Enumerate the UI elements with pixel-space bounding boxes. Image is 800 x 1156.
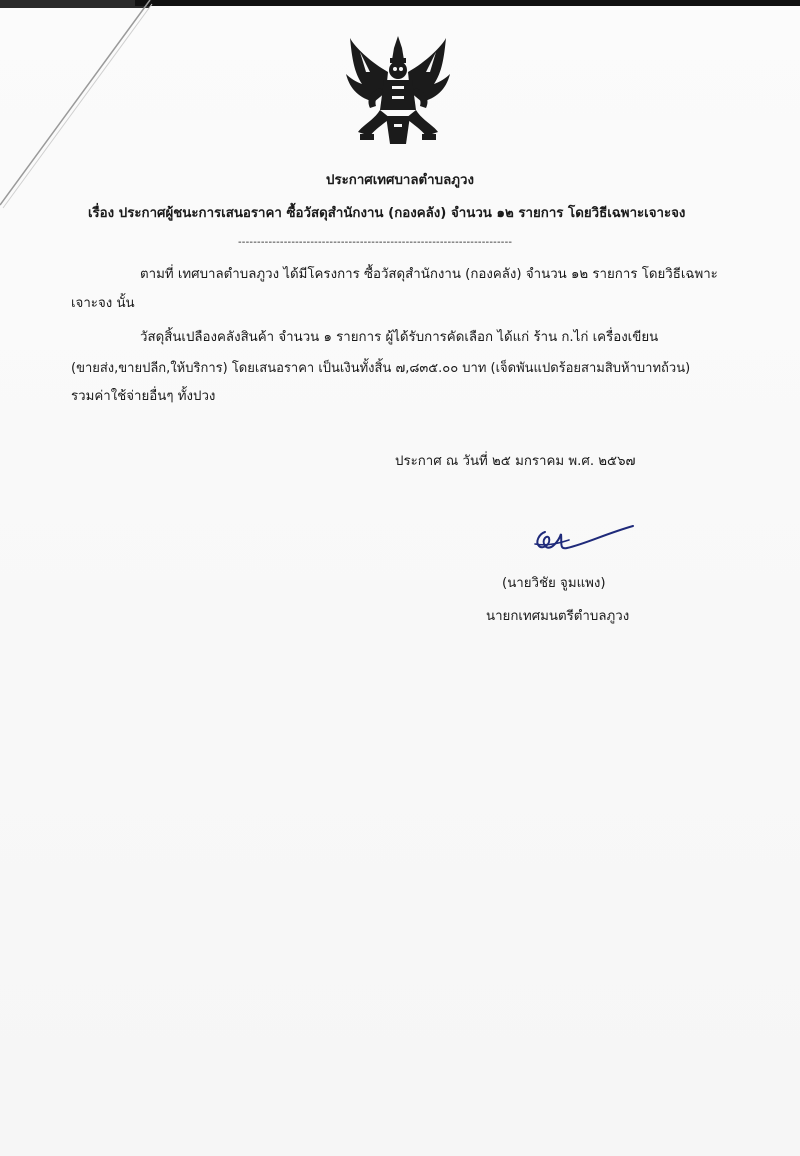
signatory-name: (นายวิชัย จูมแพง) <box>502 576 606 591</box>
announcement-date: ประกาศ ณ วันที่ ๒๕ มกราคม พ.ศ. ๒๕๖๗ <box>395 454 636 469</box>
signatory-position: นายกเทศมนตรีตำบลภูวง <box>486 609 630 624</box>
divider: ------------------------------------------------------------------------ <box>238 237 513 248</box>
paragraph-1-line-2: เจาะจง นั้น <box>71 296 135 311</box>
paragraph-1-line-1: ตามที่ เทศบาลตำบลภูวง ได้มีโครงการ ซื้อวัสดุสำนักงาน (กองคลัง) จำนวน ๑๒ รายการ โดยวิธีเฉพาะ <box>140 267 718 282</box>
paragraph-2-line-3: รวมค่าใช้จ่ายอื่นๆ ทั้งปวง <box>71 389 216 404</box>
garuda-emblem-icon <box>340 32 456 150</box>
subject-line: เรื่อง ประกาศผู้ชนะการเสนอราคา ซื้อวัสดุสำนักงาน (กองคลัง) จำนวน ๑๒ รายการ โดยวิธีเฉพาะเจาะจง <box>88 206 686 221</box>
signature-icon <box>525 520 645 560</box>
paragraph-2-line-2: (ขายส่ง,ขายปลีก,ให้บริการ) โดยเสนอราคา เป็นเงินทั้งสิ้น ๗,๘๓๕.๐๐ บาท (เจ็ดพันแปดร้อยสามสิบห้าบาทถ้วน) <box>71 361 691 376</box>
paragraph-2-line-1: วัสดุสิ้นเปลืองคลังสินค้า จำนวน ๑ รายการ ผู้ได้รับการคัดเลือก ได้แก่ ร้าน ก.ไก่ เครื่องเขียน <box>140 330 659 345</box>
agency-title: ประกาศเทศบาลตำบลภูวง <box>326 173 474 188</box>
